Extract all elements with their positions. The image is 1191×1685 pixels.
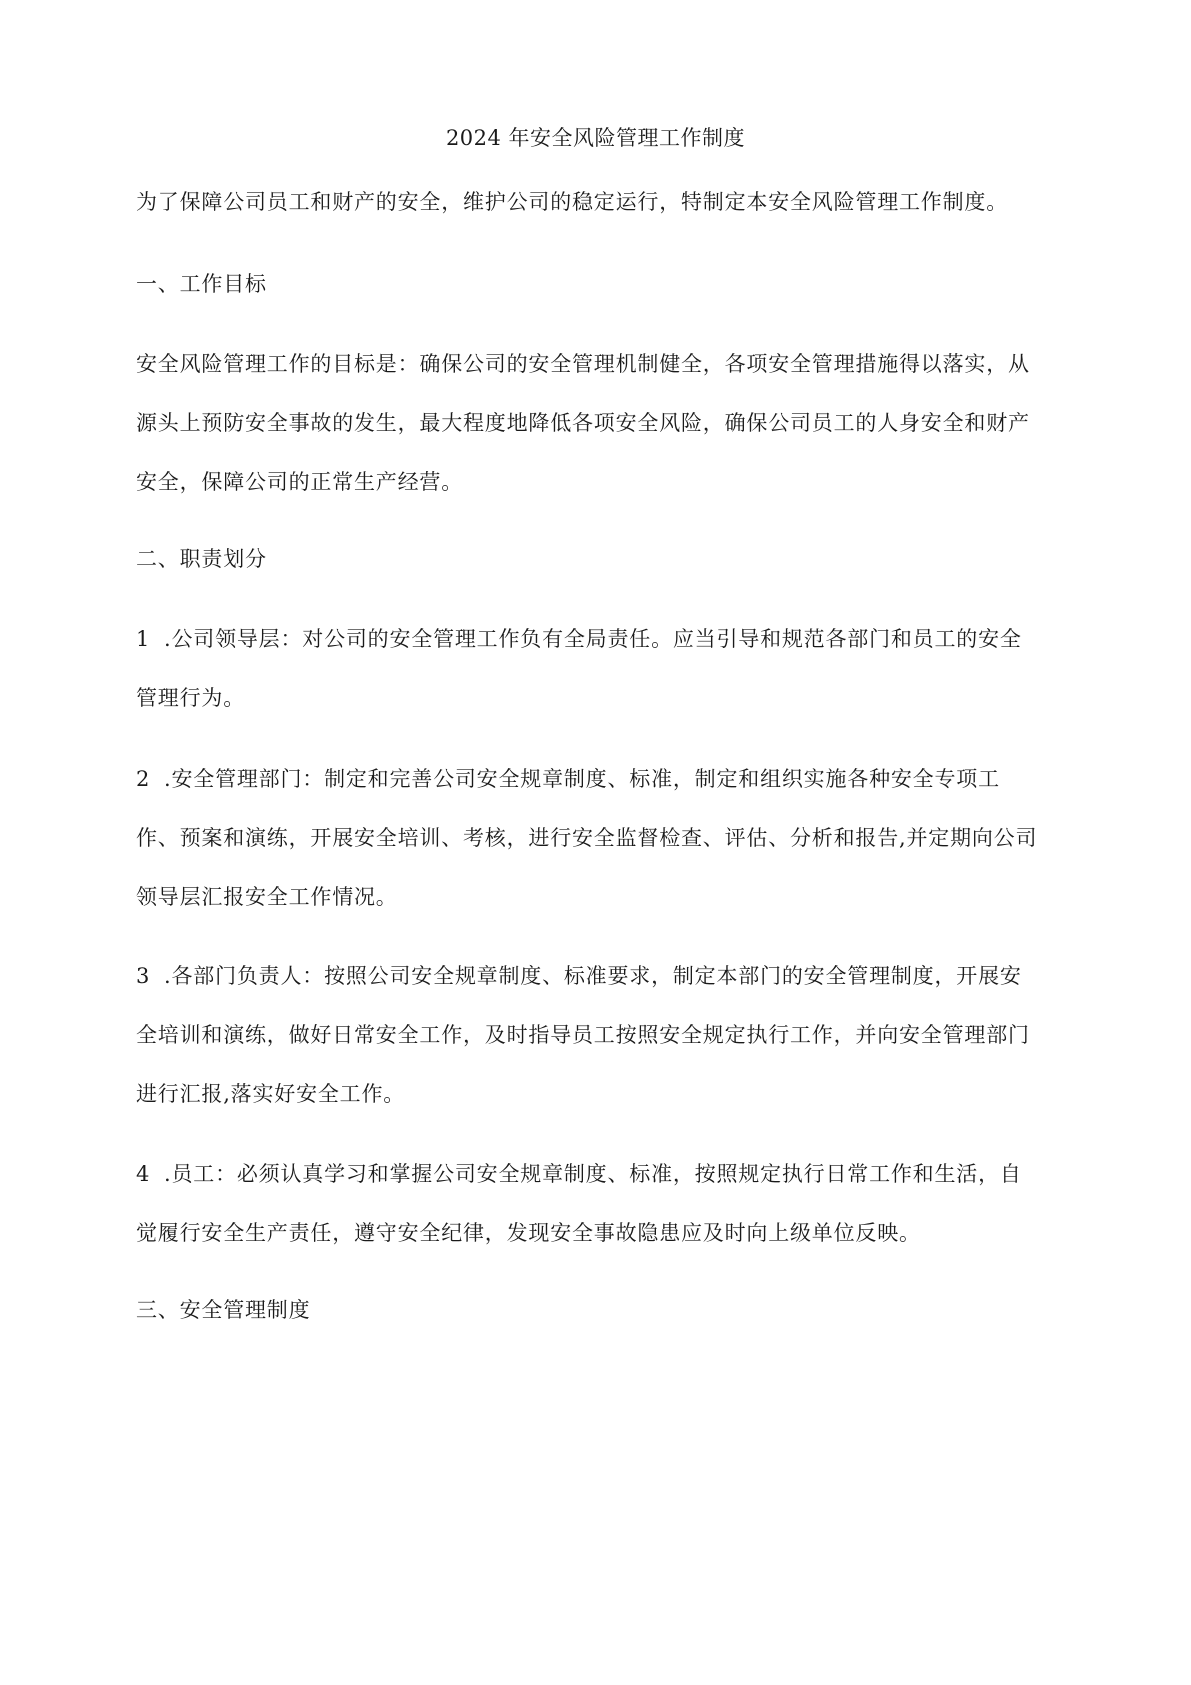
paragraph-line: 全培训和演练，做好日常安全工作，及时指导员工按照安全规定执行工作，并向安全管理部门 [136, 1023, 1030, 1047]
paragraph-line: 安全风险管理工作的目标是：确保公司的安全管理机制健全，各项安全管理措施得以落实，从 [136, 352, 1030, 376]
responsibility-item-3 [136, 947, 1056, 1124]
paragraph-line [136, 947, 1056, 1006]
paragraph-line [136, 750, 1056, 809]
paragraph-line [136, 1145, 1056, 1204]
section-heading-goals: 一、工作目标 [136, 272, 267, 296]
item-number: 3 [136, 964, 151, 988]
section-heading-safety-system: 三、安全管理制度 [136, 1298, 311, 1322]
line-text: .员工：必须认真学习和掌握公司安全规章制度、标准，按照规定执行日常工作和生活，自 [164, 1162, 1022, 1186]
item-number: 1 [136, 627, 151, 651]
goals-paragraph [136, 335, 1056, 512]
paragraph-line: 源头上预防安全事故的发生，最大程度地降低各项安全风险，确保公司员工的人身安全和财产 [136, 411, 1030, 435]
document-title: 2024 年安全风险管理工作制度 [445, 126, 746, 150]
paragraph-line: 进行汇报,落实好安全工作。 [136, 1082, 406, 1106]
line-text: .各部门负责人：按照公司安全规章制度、标准要求，制定本部门的安全管理制度，开展安 [164, 964, 1022, 988]
paragraph-line: 觉履行安全生产责任，遵守安全纪律，发现安全事故隐患应及时向上级单位反映。 [136, 1221, 921, 1245]
responsibility-item-2 [136, 750, 1056, 927]
line-text: .公司领导层：对公司的安全管理工作负有全局责任。应当引导和规范各部门和员工的安全 [164, 627, 1022, 651]
line-text: .安全管理部门：制定和完善公司安全规章制度、标准，制定和组织实施各种安全专项工 [164, 767, 1000, 791]
paragraph-line: 安全，保障公司的正常生产经营。 [136, 470, 463, 494]
item-number: 4 [136, 1162, 151, 1186]
responsibility-item-4 [136, 1145, 1056, 1263]
item-number: 2 [136, 767, 151, 791]
paragraph-line: 管理行为。 [136, 686, 245, 710]
responsibility-item-1 [136, 610, 1056, 728]
paragraph-line: 作、预案和演练，开展安全培训、考核，进行安全监督检查、评估、分析和报告,并定期向公司 [136, 826, 1038, 850]
section-heading-responsibilities: 二、职责划分 [136, 547, 267, 571]
intro-paragraph: 为了保障公司员工和财产的安全，维护公司的稳定运行，特制定本安全风险管理工作制度。 [136, 190, 1008, 214]
paragraph-line: 领导层汇报安全工作情况。 [136, 885, 398, 909]
paragraph-line [136, 610, 1056, 669]
